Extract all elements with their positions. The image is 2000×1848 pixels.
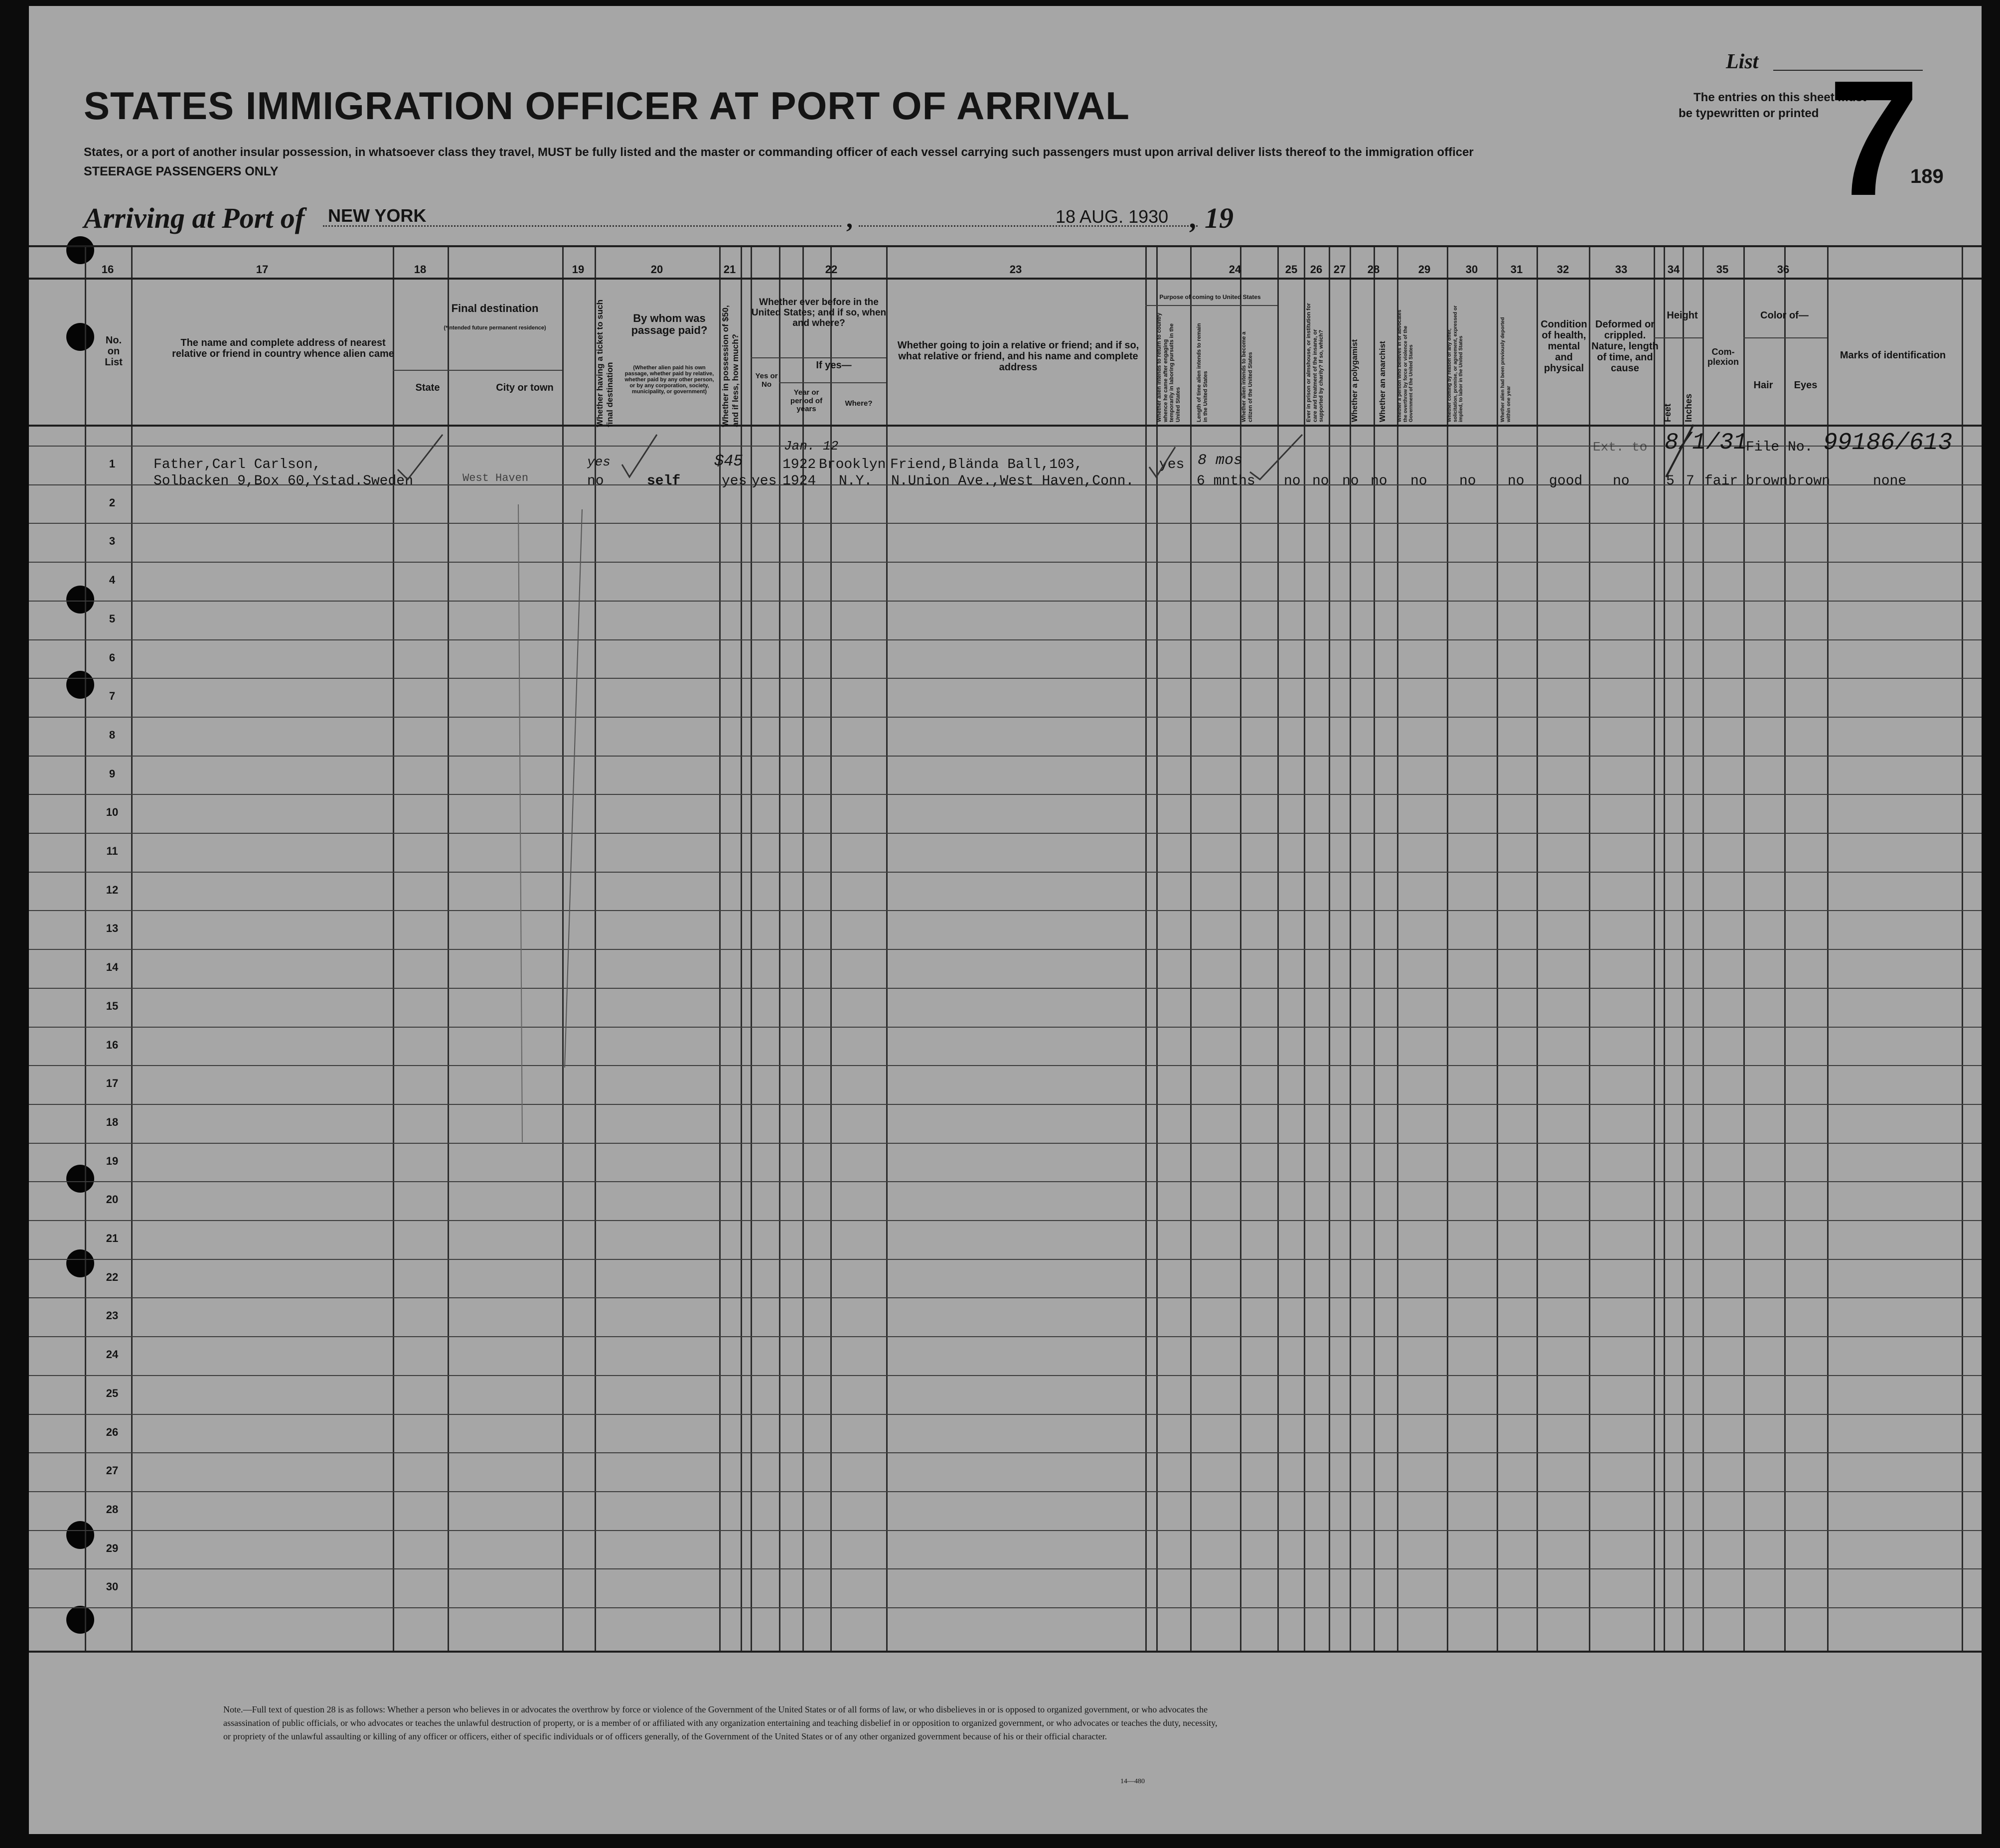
- header-deformed: Deformed or crippled. Nature, length of time, and cause: [1591, 319, 1659, 374]
- row-number: 1: [109, 458, 116, 470]
- row-number: 15: [106, 999, 119, 1012]
- inches-value: 7: [1686, 473, 1694, 489]
- header-hair: Hair: [1753, 380, 1773, 391]
- row-number: 4: [109, 574, 116, 587]
- header-yes-no: Yes or No: [755, 372, 778, 389]
- header-where: Where?: [845, 399, 873, 408]
- relative-line-1: Father,Carl Carlson,: [154, 457, 321, 472]
- row-number: 25: [106, 1386, 119, 1399]
- row-number: 3: [109, 535, 116, 548]
- header-offer: Whether coming by reason of any offer, solicitation, promise, or agreement, expressed or implied, to labor in the United States: [1447, 306, 1464, 422]
- row-number: 2: [109, 496, 116, 509]
- money-value: yes: [722, 473, 747, 489]
- where-line-2: N.Y.: [839, 473, 873, 489]
- destination-city: West Haven: [462, 472, 529, 484]
- manifest-sheet: List The entries on this sheet must be typewritten or printed 7 189 STATES IMMIGRATION OFFICER AT PORT OF ARRIVAL States, or a port of another insular possession, in whatsoever class they travel, MUST be fully listed and the master or commanding officer of each vessel carrying such passengers must upon arrival deliver lists thereof to the immigration officer STEERAGE PASSENGERS ONLY Arriving at Port of NEW YORK , 18 AUG. 1930 , 19 16 17 18 19 20 21 22 23 24 25 26 27 28 29 30 31 32 33 34 35 36 No. on List The name and complete address of nearest relative or friend in country whence alien came Final destination (*Intended future permanent residence) State City or town Whether having a ticket to such final destination By whom was passage paid? (Whether alien paid his own passage, whether paid by relative, whether paid by any other person, or by any corporation, society, municipality, or government) Whether in possession of $50, and if less, how much? Whether ever before in the United States; and if so, when and where? Yes or No If yes— Year or period of years Where? Whether going to join a relative or friend; and if so, what relative or friend, and his name and complete address Purpose of coming to United States Whether alien intends to return to country whence he came after engaging temporarily in laboring pursuits in the United States Length of time alien intends to remain in the United States Whether alien intends to become a citizen of the United States Ever in prison or almshouse, or institution for care and treatment of the insane, or supported by charity? If so, which? Whether a polygamist Whether an anarchist Whether a person who believes in or advocates the overthrow by force or violence of the Government of the United States Whether coming by reason of any offer, solicitation, promise, or agreement, expressed or implied, to labor in the United States Whether alien had been previously deported within one year Condition of health, mental and physical Deformed or crippled. Nature, length of time, and cause Height Feet Inches Com-plexion Color of— Hair Eyes Marks of identification 1 2 3 4 5 6 7 8 9 10 11 12 13 14 15 16 17 18 19 20 21 22 23 24 25 26 27 28 29 30 Father,Carl Carlson, Solbacken 9,Box 60,Ystad.Sweden West Haven yes no self $45 yes yes Jan. 12 1922 1924 Brooklyn N.Y. Friend,Blända Ball,103, N.Union Ave.,West Haven,Conn. yes 8 mos 6 mnths no no no no no no no good no Ext. to 8/1/31 5 7 fair File No. 99186/613 brown brown none Note.—Full text of question 28 is as follows: Whether a person who believes in or advocates the overthrow by force or violence of the Government of the United States or of all forms of law, or who disbelieves in or is opposed to organized government, or who advocates the assassination of public officials, or who advocates or teaches the unlawful destruction of property, or is a member of or affiliated with any organization entertaining and teaching disbelief in or opposition to organized government, or who advocates or teaches the duty, necessity, or propriety of the unlawful assaulting or killing of any officer or officers, either of specific individuals or of officers generally, of the Government of the United States or of any other organized government because of his or their official character. 14—480: [29, 6, 1982, 1834]
- file-number: 99186/613: [1823, 430, 1953, 457]
- row-number: 24: [106, 1348, 119, 1361]
- column-number: 21: [723, 263, 736, 276]
- header-complexion: Com-plexion: [1707, 347, 1739, 367]
- column-number: 22: [825, 263, 838, 276]
- row-number: 13: [106, 922, 119, 935]
- typewritten-note-2: be typewritten or printed: [1679, 107, 1819, 120]
- column-number: 35: [1716, 263, 1729, 276]
- header-state: State: [415, 382, 440, 393]
- row-number: 6: [109, 651, 116, 664]
- row-number: 19: [106, 1154, 119, 1167]
- feet-value: 5: [1666, 473, 1675, 489]
- polygamist-value: no: [1342, 473, 1359, 489]
- header-overthrow: Whether a person who believes in or advocates the overthrow by force or violence of the Government of the United States: [1397, 309, 1414, 422]
- row-number: 12: [106, 883, 119, 896]
- header-final-destination: Final destination: [451, 302, 539, 314]
- column-number: 34: [1667, 263, 1680, 276]
- header-height: Height: [1667, 310, 1698, 321]
- complexion-value: fair: [1704, 473, 1738, 489]
- join-line-2: N.Union Ave.,West Haven,Conn.: [891, 473, 1134, 489]
- header-marks: Marks of identification: [1840, 350, 1946, 361]
- arriving-label: Arriving at Port of: [84, 202, 305, 234]
- prison-value: no: [1312, 473, 1329, 489]
- passage-value: self: [647, 473, 681, 489]
- column-number: 20: [650, 263, 663, 276]
- row-number: 11: [106, 845, 118, 857]
- row-number: 10: [106, 806, 119, 819]
- header-feet: Feet: [1663, 403, 1673, 422]
- header-ever-before: Whether ever before in the United States; and if so, when and where?: [751, 297, 887, 328]
- column-number: 36: [1777, 263, 1790, 276]
- header-anarchist: Whether an anarchist: [1379, 341, 1387, 422]
- column-number: 18: [414, 263, 427, 276]
- header-relative-address: The name and complete address of nearest relative or friend in country whence alien came: [172, 337, 394, 359]
- health-value: good: [1549, 473, 1583, 489]
- header-purpose-return: Whether alien intends to return to country whence he came after engaging temporarily in laboring pursuits in the United States: [1156, 312, 1181, 422]
- header-year-period: Year or period of years: [790, 388, 823, 413]
- row-number: 14: [106, 961, 119, 974]
- row-number: 8: [109, 728, 116, 741]
- header-passage-paid: By whom was passage paid?: [631, 312, 708, 337]
- column-number: 25: [1285, 263, 1298, 276]
- row-number: 22: [106, 1270, 119, 1283]
- column-number: 24: [1229, 263, 1241, 276]
- row-number: 30: [106, 1580, 119, 1593]
- years-annotation: Jan. 12: [784, 439, 839, 454]
- header-color-of: Color of—: [1760, 310, 1809, 321]
- ext-label: Ext. to: [1593, 440, 1648, 455]
- purpose-return: yes: [1159, 457, 1185, 472]
- deformed-value: no: [1613, 473, 1630, 489]
- money-annotation: $45: [714, 452, 743, 470]
- row-number: 9: [109, 767, 116, 780]
- ticket-annotation: yes: [587, 455, 611, 469]
- header-citizen: Whether alien intends to become a citizen of the United States: [1241, 331, 1253, 422]
- column-number: 16: [101, 263, 114, 276]
- ticket-value: no: [587, 473, 604, 489]
- overthrow-value: no: [1410, 473, 1427, 489]
- arrival-date: 18 AUG. 1930: [1056, 206, 1169, 227]
- header-join-relative: Whether going to join a relative or friend; and if so, what relative or friend, and his name and complete address: [897, 340, 1139, 373]
- row-number: 5: [109, 612, 116, 625]
- subtitle: States, or a port of another insular possession, in whatsoever class they travel, MUST be fully listed and the master or commanding officer of each vessel carrying such passengers must upon arrival deliver lists thereof to the immigration officer: [84, 146, 1474, 159]
- page-number: 189: [1910, 165, 1944, 187]
- form-number: 14—480: [1120, 1778, 1145, 1785]
- header-polygamist: Whether a polygamist: [1351, 339, 1359, 422]
- deported-value: no: [1508, 473, 1525, 489]
- where-line-1: Brooklyn: [819, 457, 886, 472]
- header-purpose: Purpose of coming to United States: [1159, 294, 1261, 301]
- row-number: 29: [106, 1541, 119, 1554]
- header-health: Condition of health, mental and physical: [1540, 319, 1587, 374]
- before-yes: yes: [752, 473, 777, 489]
- header-final-destination-note: (*Intended future permanent residence): [444, 325, 546, 331]
- length-stay-annotation: 8 mos: [1198, 452, 1243, 469]
- row-number: 17: [106, 1077, 119, 1090]
- column-number: 31: [1510, 263, 1523, 276]
- header-fifty-dollars: Whether in possession of $50, and if less, how much?: [721, 305, 740, 427]
- eyes-value: brown: [1788, 473, 1831, 489]
- header-ticket: Whether having a ticket to such final destination: [595, 300, 615, 427]
- hair-value: brown: [1746, 473, 1788, 489]
- offer-value: no: [1459, 473, 1476, 489]
- citizen-value: no: [1284, 473, 1301, 489]
- column-number: 27: [1333, 263, 1346, 276]
- join-line-1: Friend,Blända Ball,103,: [890, 457, 1083, 472]
- column-number: 28: [1367, 263, 1380, 276]
- row-number: 27: [106, 1464, 119, 1477]
- column-number: 19: [572, 263, 585, 276]
- file-label: File No.: [1746, 440, 1813, 455]
- column-number: 30: [1465, 263, 1478, 276]
- years-line-1: 1922: [782, 457, 816, 472]
- row-number: 20: [106, 1193, 119, 1206]
- header-eyes: Eyes: [1794, 380, 1818, 391]
- steerage-label: STEERAGE PASSENGERS ONLY: [84, 164, 279, 178]
- pencil-marks: [29, 6, 1982, 1834]
- row-number: 28: [106, 1503, 119, 1516]
- relative-line-2: Solbacken 9,Box 60,Ystad.Sweden: [154, 473, 413, 489]
- column-number: 33: [1615, 263, 1628, 276]
- page-title: STATES IMMIGRATION OFFICER AT PORT OF ARRIVAL: [84, 84, 1130, 128]
- port-value: NEW YORK: [328, 205, 427, 226]
- header-length-stay: Length of time alien intends to remain in the United States: [1196, 323, 1209, 422]
- years-line-2: 1924: [782, 473, 816, 489]
- row-number: 18: [106, 1115, 119, 1128]
- column-number: 32: [1556, 263, 1569, 276]
- typewritten-note-1: The entries on this sheet must: [1693, 91, 1866, 104]
- list-label: List: [1726, 50, 1759, 73]
- header-no-on-list: No. on List: [105, 335, 123, 368]
- row-number: 16: [106, 1038, 119, 1051]
- column-number: 23: [1009, 263, 1022, 276]
- length-stay: 6 mnths: [1197, 473, 1255, 489]
- anarchist-value: no: [1371, 473, 1387, 489]
- header-city: City or town: [496, 382, 554, 393]
- header-deported: Whether alien had been previously deported within one year: [1500, 317, 1512, 422]
- row-number: 26: [106, 1425, 119, 1438]
- row-number: 23: [106, 1309, 119, 1322]
- column-number: 17: [256, 263, 269, 276]
- list-number: 7: [1828, 46, 1920, 230]
- header-prison: Ever in prison or almshouse, or institution for care and treatment of the insane, or supported by charity? If so, which?: [1306, 303, 1325, 422]
- marks-value: none: [1873, 473, 1907, 489]
- column-number: 26: [1310, 263, 1323, 276]
- header-inches: Inches: [1684, 393, 1693, 422]
- header-passage-note: (Whether alien paid his own passage, whether paid by relative, whether paid by any other person, or by any corporation, society, municipality, or government): [624, 365, 714, 395]
- column-number: 29: [1418, 263, 1431, 276]
- row-number: 21: [106, 1232, 119, 1244]
- row-number: 7: [109, 690, 116, 703]
- footer-note: Note.—Full text of question 28 is as follows: Whether a person who believes in or advocates the overthrow by force or violence of the Government of the United States or of all forms of law, or who disbelieves in or is opposed to organized government, or who advocates the assassination of public officials, or who advocates or teaches the unlawful destruction of property, or is a member of or affiliated with any organization entertaining and teaching disbelief in or opposition to organized government, or who advocates or teaches the duty, necessity, or propriety of the unlawful assaulting or killing of any officer or officers, either of specific individuals or of officers generally, of the Government of the United States or of any other organized government because of his or their official character.: [223, 1704, 1218, 1741]
- ext-date: 8/1/31: [1665, 430, 1747, 456]
- header-if-yes: If yes—: [816, 360, 852, 371]
- year-prefix: , 19: [1190, 202, 1233, 234]
